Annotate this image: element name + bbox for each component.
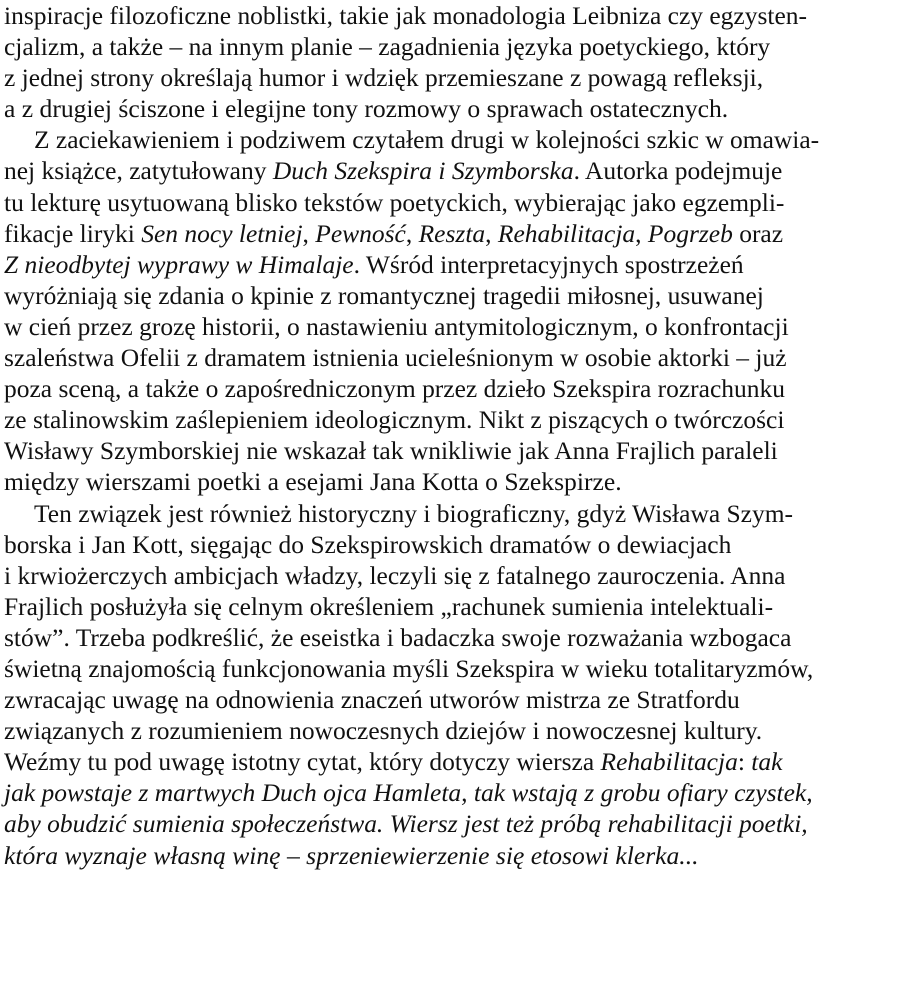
text-line xyxy=(4,280,894,311)
text-line xyxy=(4,249,894,280)
text-span: poza sceną, a także o zapośredniczonym przez dzieło Szekspira rozrachunku xyxy=(4,374,785,404)
text-line xyxy=(4,404,894,435)
text-span: fikacje liryki xyxy=(4,218,142,248)
text-line xyxy=(4,622,894,653)
text-span: ze stalinowskim zaślepieniem ideologicznym. Nikt z piszących o twórczości xyxy=(4,405,785,435)
text-line xyxy=(4,498,894,529)
text-line xyxy=(4,31,894,62)
text-span: . Autorka podejmuje xyxy=(573,156,783,186)
text-span: stów”. Trzeba podkreślić, że eseistka i badaczka swoje rozważania wzbogaca xyxy=(4,622,792,652)
text-span: , xyxy=(302,218,316,248)
body-text xyxy=(4,0,894,871)
italic-span: jak powstaje z martwych Duch ojca Hamleta, tak wstają z grobu ofiary czystek, xyxy=(4,778,813,808)
text-span: zwracając uwagę na odnowienia znaczeń utworów mistrza ze Stratfordu xyxy=(4,685,740,715)
text-line xyxy=(4,466,894,497)
text-span: w cień przez grozę historii, o nastawieniu antymitologicznym, o konfrontacji xyxy=(4,311,789,341)
italic-span: Pewność xyxy=(315,218,406,248)
paragraph xyxy=(4,0,894,124)
text-span: cjalizm, a także – na innym planie – zagadnienia języka poetyckiego, który xyxy=(4,32,771,62)
text-line xyxy=(4,653,894,684)
text-span: inspiracje filozoficzne noblistki, takie jak monadologia Leibniza czy egzysten- xyxy=(4,1,807,30)
text-line xyxy=(4,808,894,839)
text-span: , xyxy=(405,218,419,248)
text-span: świetną znajomością funkcjonowania myśli Szekspira w wieku totalitaryzmów, xyxy=(4,653,814,683)
text-line xyxy=(4,373,894,404)
text-span: a z drugiej ściszone i elegijne tony rozmowy o sprawach ostatecznych. xyxy=(4,94,729,124)
text-span: i krwiożerczych ambicjach władzy, leczyli się z fatalnego zauroczenia. Anna xyxy=(4,560,786,590)
text-span: , xyxy=(635,218,648,248)
text-line xyxy=(4,560,894,591)
text-span: , xyxy=(485,218,498,248)
text-line xyxy=(4,715,894,746)
text-span: Weźmy tu pod uwagę istotny cytat, który dotyczy wiersza xyxy=(4,747,601,777)
text-line xyxy=(4,155,894,186)
text-span: Z zaciekawieniem i podziwem czytałem drugi w kolejności szkic w omawia- xyxy=(34,125,820,155)
text-line xyxy=(4,218,894,249)
text-span: nej książce, zatytułowany xyxy=(4,156,273,186)
text-line xyxy=(4,435,894,466)
text-span: z jednej strony określają humor i wdzięk przemieszane z powagą refleksji, xyxy=(4,63,764,93)
text-span: : xyxy=(737,747,752,777)
paragraph xyxy=(4,498,894,871)
text-line xyxy=(4,0,894,31)
italic-span: tak xyxy=(751,747,783,777)
text-line xyxy=(4,342,894,373)
text-line xyxy=(4,124,894,155)
italic-span: Rehabilitacja xyxy=(497,218,636,248)
text-span: szaleństwa Ofelii z dramatem istnienia ucieleśnionym w osobie aktorki – już xyxy=(4,343,787,373)
text-span: tu lekturę usytuowaną blisko tekstów poetyckich, wybierając jako egzempli- xyxy=(4,187,785,217)
text-span: wyróżniają się zdania o kpinie z romantycznej tragedii miłosnej, usuwanej xyxy=(4,280,764,310)
text-span: oraz xyxy=(732,218,784,248)
italic-span: Pogrzeb xyxy=(647,218,733,248)
text-span: między wierszami poetki a esejami Jana Kotta o Szekspirze. xyxy=(4,467,622,497)
text-line xyxy=(4,591,894,622)
italic-span: Rehabilitacja xyxy=(600,747,738,777)
text-span: związanych z rozumieniem nowoczesnych dziejów i nowoczesnej kultury. xyxy=(4,716,763,746)
italic-span: aby obudzić sumienia społeczeństwa. Wiersz jest też próbą rehabilitacji poetki, xyxy=(4,809,808,839)
italic-span: Duch Szekspira i Szymborska xyxy=(272,156,574,186)
text-line xyxy=(4,93,894,124)
text-line xyxy=(4,311,894,342)
text-span: Frajlich posłużyła się celnym określeniem „rachunek sumienia intelektuali- xyxy=(4,591,774,621)
paragraph xyxy=(4,124,894,497)
document-page xyxy=(4,0,894,987)
text-span: borska i Jan Kott, sięgając do Szekspirowskich dramatów o dewiacjach xyxy=(4,529,732,559)
text-line xyxy=(4,684,894,715)
italic-span: która wyznaje własną winę – sprzeniewierzenie się etosowi klerka... xyxy=(4,840,699,870)
italic-span: Sen nocy letniej xyxy=(141,218,303,248)
text-line xyxy=(4,529,894,560)
text-line xyxy=(4,187,894,218)
text-line xyxy=(4,746,894,777)
italic-span: Z nieodbytej wyprawy w Himalaje xyxy=(4,249,354,279)
text-line xyxy=(4,62,894,93)
text-span: Ten związek jest również historyczny i biograficzny, gdyż Wisława Szym- xyxy=(34,498,794,528)
text-line xyxy=(4,777,894,808)
italic-span: Reszta xyxy=(418,218,486,248)
text-span: Wisławy Szymborskiej nie wskazał tak wnikliwie jak Anna Frajlich paraleli xyxy=(4,436,778,466)
text-span: . Wśród interpretacyjnych spostrzeżeń xyxy=(353,249,744,279)
text-line xyxy=(4,840,894,871)
